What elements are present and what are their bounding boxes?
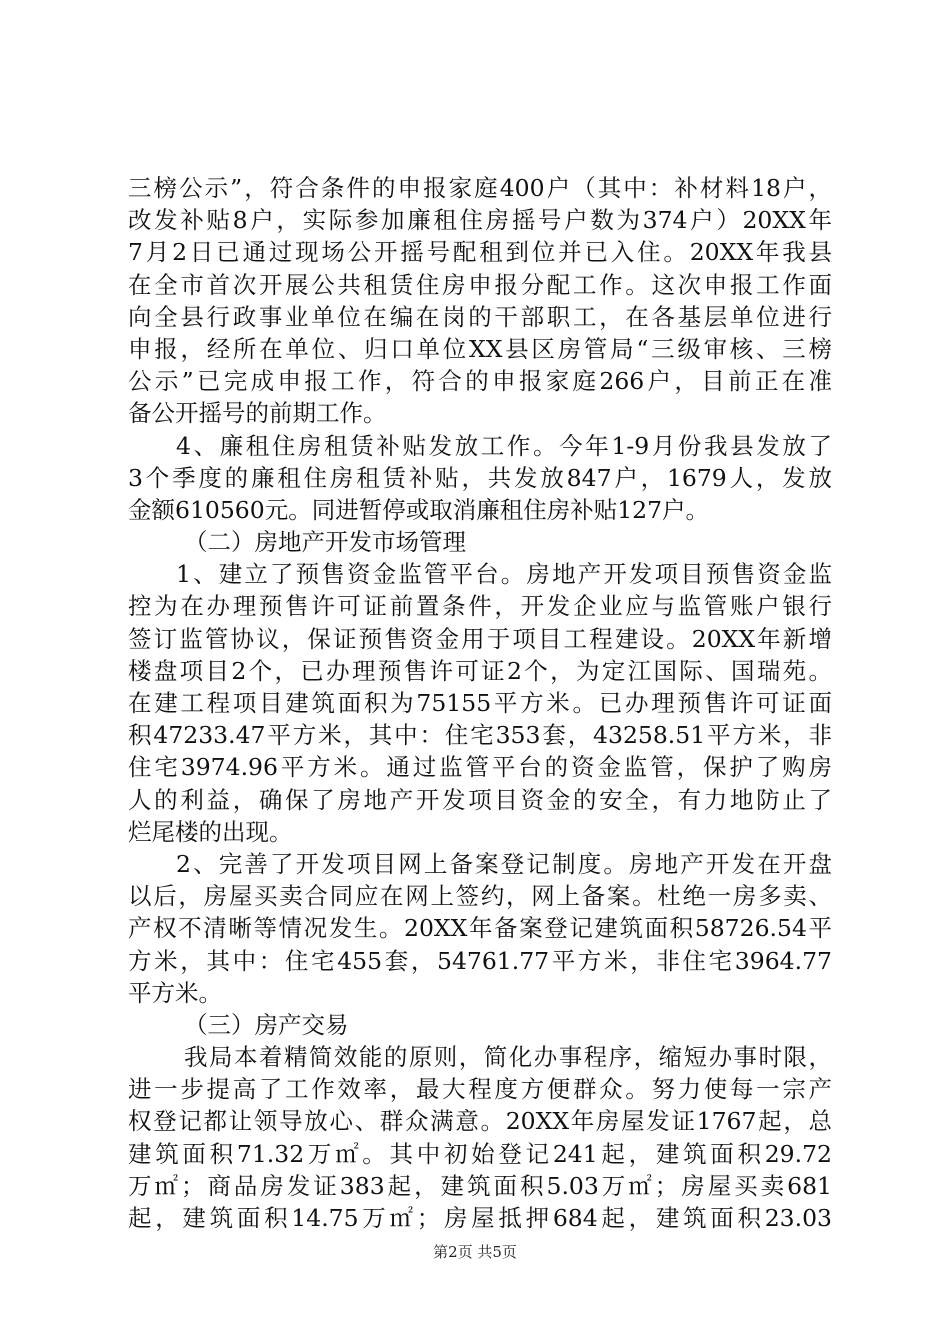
paragraph-start: 4、廉租住房租赁补贴发放工作。今年1-9月份我县发放了 bbox=[176, 431, 832, 460]
text-line: 7月2日已通过现场公开摇号配租到位并已入住。20XX年我县 bbox=[128, 238, 832, 267]
text-line: 签订监管协议，保证预售资金用于项目工程建设。20XX年新增 bbox=[128, 624, 832, 653]
paragraph-start: 1、建立了预售资金监管平台。房地产开发项目预售资金监 bbox=[176, 560, 832, 589]
text-line: 起，建筑面积14.75万㎡；房屋抵押684起，建筑面积23.03 bbox=[128, 1204, 832, 1232]
section-heading: （二）房地产开发市场管理 bbox=[184, 528, 466, 557]
text-line: 公示”已完成申报工作，符合的申报家庭266户，目前正在准 bbox=[128, 367, 832, 396]
text-line: 权登记都让领导放心、群众满意。20XX年房屋发证1767起，总 bbox=[128, 1107, 832, 1136]
text-line: 方米，其中：住宅455套，54761.77平方米，非住宅3964.77 bbox=[128, 946, 832, 975]
text-line: 产权不清晰等情况发生。20XX年备案登记建筑面积58726.54平 bbox=[128, 914, 832, 943]
paragraph-start: 2、完善了开发项目网上备案登记制度。房地产开发在开盘 bbox=[176, 849, 832, 878]
page-number-footer: 第2页 共5页 bbox=[433, 1243, 517, 1261]
text-line: 住宅3974.96平方米。通过监管平台的资金监管，保护了购房 bbox=[128, 753, 832, 782]
text-line: 金额610560元。同进暂停或取消廉租住房补贴127户。 bbox=[128, 495, 710, 524]
paragraph-start: 我局本着精简效能的原则，简化办事程序，缩短办事时限， bbox=[184, 1043, 832, 1072]
text-line: 向全县行政事业单位在编在岗的干部职工，在各基层单位进行 bbox=[128, 302, 832, 331]
text-line: 在建工程项目建筑面积为75155平方米。已办理预售许可证面 bbox=[128, 689, 832, 717]
text-line: 积47233.47平方米，其中：住宅353套，43258.51平方米，非 bbox=[128, 721, 832, 750]
text-line: 申报，经所在单位、归口单位XX县区房管局“三级审核、三榜 bbox=[128, 334, 832, 363]
text-line: 控为在办理预售许可证前置条件，开发企业应与监管账户银行 bbox=[128, 592, 832, 621]
text-line: 烂尾楼的出现。 bbox=[128, 817, 293, 846]
text-line: 在全市首次开展公共租赁住房申报分配工作。这次申报工作面 bbox=[128, 270, 832, 299]
text-line: 改发补贴8户，实际参加廉租住房摇号户数为374户）20XX年 bbox=[128, 206, 832, 235]
text-line: 三榜公示”，符合条件的申报家庭400户（其中：补材料18户， bbox=[128, 174, 832, 202]
text-line: 备公开摇号的前期工作。 bbox=[128, 399, 387, 428]
section-heading: （三）房产交易 bbox=[184, 1010, 349, 1039]
text-line: 3个季度的廉租住房租赁补贴，共发放847户，1679人，发放 bbox=[128, 463, 832, 492]
text-line: 以后，房屋买卖合同应在网上签约，网上备案。杜绝一房多卖、 bbox=[128, 882, 832, 911]
text-line: 平方米。 bbox=[128, 978, 222, 1007]
document-body bbox=[128, 172, 832, 1234]
text-line: 进一步提高了工作效率，最大程度方便群众。努力使每一宗产 bbox=[128, 1075, 832, 1104]
text-line: 建筑面积71.32万㎡。其中初始登记241起，建筑面积29.72 bbox=[128, 1139, 832, 1168]
text-line: 楼盘项目2个，已办理预售许可证2个，为定江国际、国瑞苑。 bbox=[128, 656, 832, 685]
text-line: 万㎡；商品房发证383起，建筑面积5.03万㎡；房屋买卖681 bbox=[128, 1171, 832, 1200]
text-line: 人的利益，确保了房地产开发项目资金的安全，有力地防止了 bbox=[128, 785, 832, 814]
